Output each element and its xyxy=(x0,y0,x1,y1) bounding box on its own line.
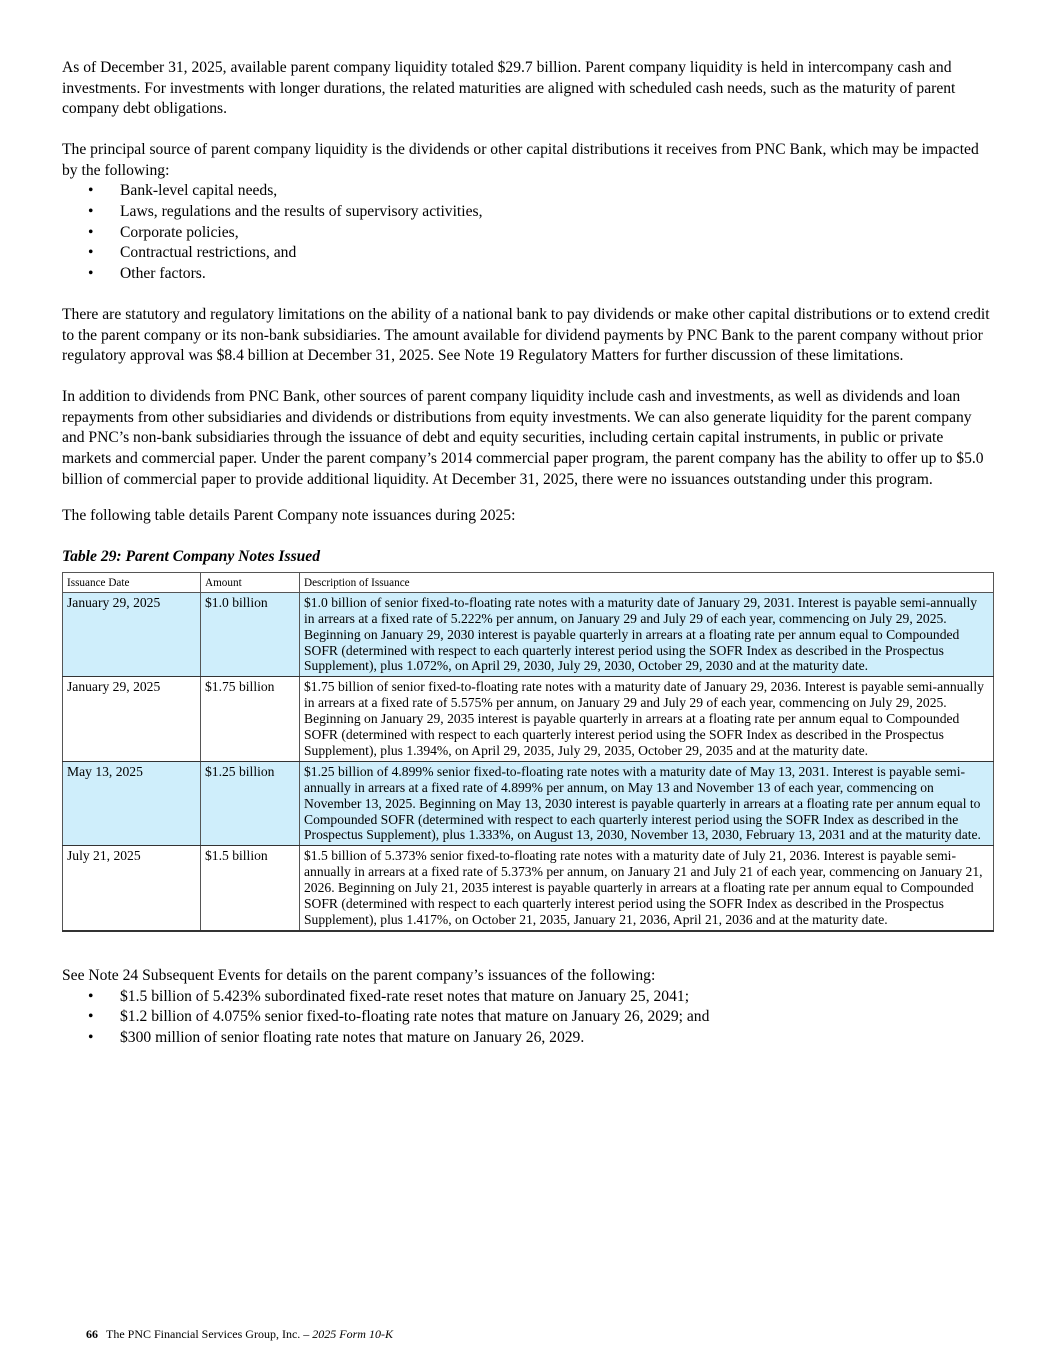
bullet-list-subsequent-issuances xyxy=(62,987,996,1049)
footer-company: The PNC Financial Services Group, Inc. – xyxy=(106,1327,313,1341)
list-item: • $300 million of senior floating rate notes that mature on January 26, 2029. xyxy=(62,1028,996,1049)
page-number: 66 xyxy=(86,1327,98,1341)
paragraph-other-sources: In addition to dividends from PNC Bank, other sources of parent company liquidity include cash and investments, as well as dividends and loan repayments from other subsidiaries and dividends or distributions from equity investments. We can also generate liquidity for the parent company and PNC’s non-bank subsidiaries through the issuance of debt and equity securities, including certain capital instruments, in public or private markets and commercial paper. Under the parent company’s 2014 commercial paper program, the parent company has the ability to offer up to $5.0 billion of commercial paper to provide additional liquidity. At December 31, 2025, there were no issuances outstanding under this program. xyxy=(62,388,984,488)
table-row xyxy=(63,677,994,762)
cell-amount: $1.25 billion xyxy=(201,761,300,846)
cell-amount: $1.5 billion xyxy=(201,846,300,931)
bullet-icon: • xyxy=(88,1028,94,1046)
table-row xyxy=(63,761,994,846)
bullet-icon: • xyxy=(88,264,94,282)
paragraph-table-intro: The following table details Parent Company note issuances during 2025: xyxy=(62,507,516,525)
bullet-icon: • xyxy=(88,203,94,221)
bullet-icon: • xyxy=(88,987,94,1005)
table-row xyxy=(63,846,994,931)
table-title: Table 29: Parent Company Notes Issued xyxy=(62,547,321,565)
cell-description: $1.25 billion of 4.899% senior fixed-to-floating rate notes with a maturity date of May 13, 2031. Interest is payable semi-annually in arrears at a fixed rate of 4.899% per annum, on May 13 and November 13 of each year, commencing on November 13, 2025. Beginning on May 13, 2030 interest is payable quarterly in arrears at a floating rate per annum equal to Compounded SOFR (determined with respect to each quarterly interest period using the SOFR Index as described in the Prospectus Supplement), plus 1.333%, on August 13, 2030, November 13, 2030, February 13, 2031 and at the maturity date. xyxy=(300,761,994,846)
bullet-icon: • xyxy=(88,1008,94,1026)
document-page xyxy=(62,58,996,1048)
column-header-amount: Amount xyxy=(201,572,300,592)
list-item: • Contractual restrictions, and xyxy=(62,243,996,264)
paragraph-principal-source: The principal source of parent company liquidity is the dividends or other capital distributions it receives from PNC Bank, which may be impacted by the following: xyxy=(62,141,979,179)
bullet-icon: • xyxy=(88,223,94,241)
list-item: • $1.2 billion of 4.075% senior fixed-to-floating rate notes that mature on January 26, 2029; and xyxy=(62,1007,996,1028)
cell-description: $1.5 billion of 5.373% senior fixed-to-floating rate notes with a maturity date of July 21, 2036. Interest is payable semi-annually in arrears at a fixed rate of 5.373% per annum, on January 21 and July 21 of each year, commencing on January 21, 2026. Beginning on July 21, 2035 interest is payable quarterly in arrears at a floating rate per annum equal to Compounded SOFR (determined with respect to each quarterly interest period using the SOFR Index as described in the Prospectus Supplement), plus 1.417%, on October 21, 2035, January 21, 2036, April 21, 2036 and at the maturity date. xyxy=(300,846,994,931)
cell-description: $1.0 billion of senior fixed-to-floating rate notes with a maturity date of January 29, 2031. Interest is payable semi-annually in arrears at a fixed rate of 5.222% per annum, on January 29 and July 29 of each year, commencing on July 29, 2025. Beginning on January 29, 2030 interest is payable quarterly in arrears at a floating rate per annum equal to Compounded SOFR (determined with respect to each quarterly interest period using the SOFR Index as described in the Prospectus Supplement), plus 1.072%, on April 29, 2030, July 29, 2030, October 29, 2030 and at the maturity date. xyxy=(300,592,994,677)
list-item: • Bank-level capital needs, xyxy=(62,181,996,202)
bullet-icon: • xyxy=(88,182,94,200)
table-header-row xyxy=(63,572,994,592)
column-header-description: Description of Issuance xyxy=(300,572,994,592)
cell-issuance-date: January 29, 2025 xyxy=(63,677,201,762)
list-item: • Laws, regulations and the results of supervisory activities, xyxy=(62,202,996,223)
cell-issuance-date: May 13, 2025 xyxy=(63,761,201,846)
cell-amount: $1.75 billion xyxy=(201,677,300,762)
column-header-issuance-date: Issuance Date xyxy=(63,572,201,592)
cell-issuance-date: July 21, 2025 xyxy=(63,846,201,931)
bullet-icon: • xyxy=(88,244,94,262)
notes-issued-table xyxy=(62,572,994,932)
cell-description: $1.75 billion of senior fixed-to-floating rate notes with a maturity date of January 29, 2036. Interest is payable semi-annually in arrears at a fixed rate of 5.575% per annum, on January 29 and July 29 of each year, commencing on July 29, 2025. Beginning on January 29, 2035 interest is payable quarterly in arrears at a floating rate per annum equal to Compounded SOFR (determined with respect to each quarterly interest period using the SOFR Index as described in the Prospectus Supplement), plus 1.394%, on April 29, 2035, July 29, 2035, October 29, 2035 and at the maturity date. xyxy=(300,677,994,762)
paragraph-statutory-limits: There are statutory and regulatory limitations on the ability of a national bank to pay dividends or make other capital distributions or to extend credit to the parent company or its non-bank subsidiaries. The amount available for dividend payments by PNC Bank to the parent company without prior regulatory approval was $8.4 billion at December 31, 2025. See Note 19 Regulatory Matters for further discussion of these limitations. xyxy=(62,305,990,365)
bullet-list-impacts xyxy=(62,181,996,284)
list-item: • Other factors. xyxy=(62,264,996,285)
list-item: • $1.5 billion of 5.423% subordinated fixed-rate reset notes that mature on January 25, 2041; xyxy=(62,987,996,1008)
cell-issuance-date: January 29, 2025 xyxy=(63,592,201,677)
table-row xyxy=(63,592,994,677)
cell-amount: $1.0 billion xyxy=(201,592,300,677)
list-item: • Corporate policies, xyxy=(62,223,996,244)
paragraph-subsequent-events: See Note 24 Subsequent Events for details on the parent company’s issuances of the following: xyxy=(62,966,656,984)
page-footer xyxy=(86,1326,393,1342)
paragraph-liquidity-total: As of December 31, 2025, available parent company liquidity totaled $29.7 billion. Parent company liquidity is held in intercompany cash and investments. For investments with longer durations, the related maturities are aligned with scheduled cash needs, such as the maturity of parent company debt obligations. xyxy=(62,59,956,118)
footer-form: 2025 Form 10-K xyxy=(312,1327,393,1341)
